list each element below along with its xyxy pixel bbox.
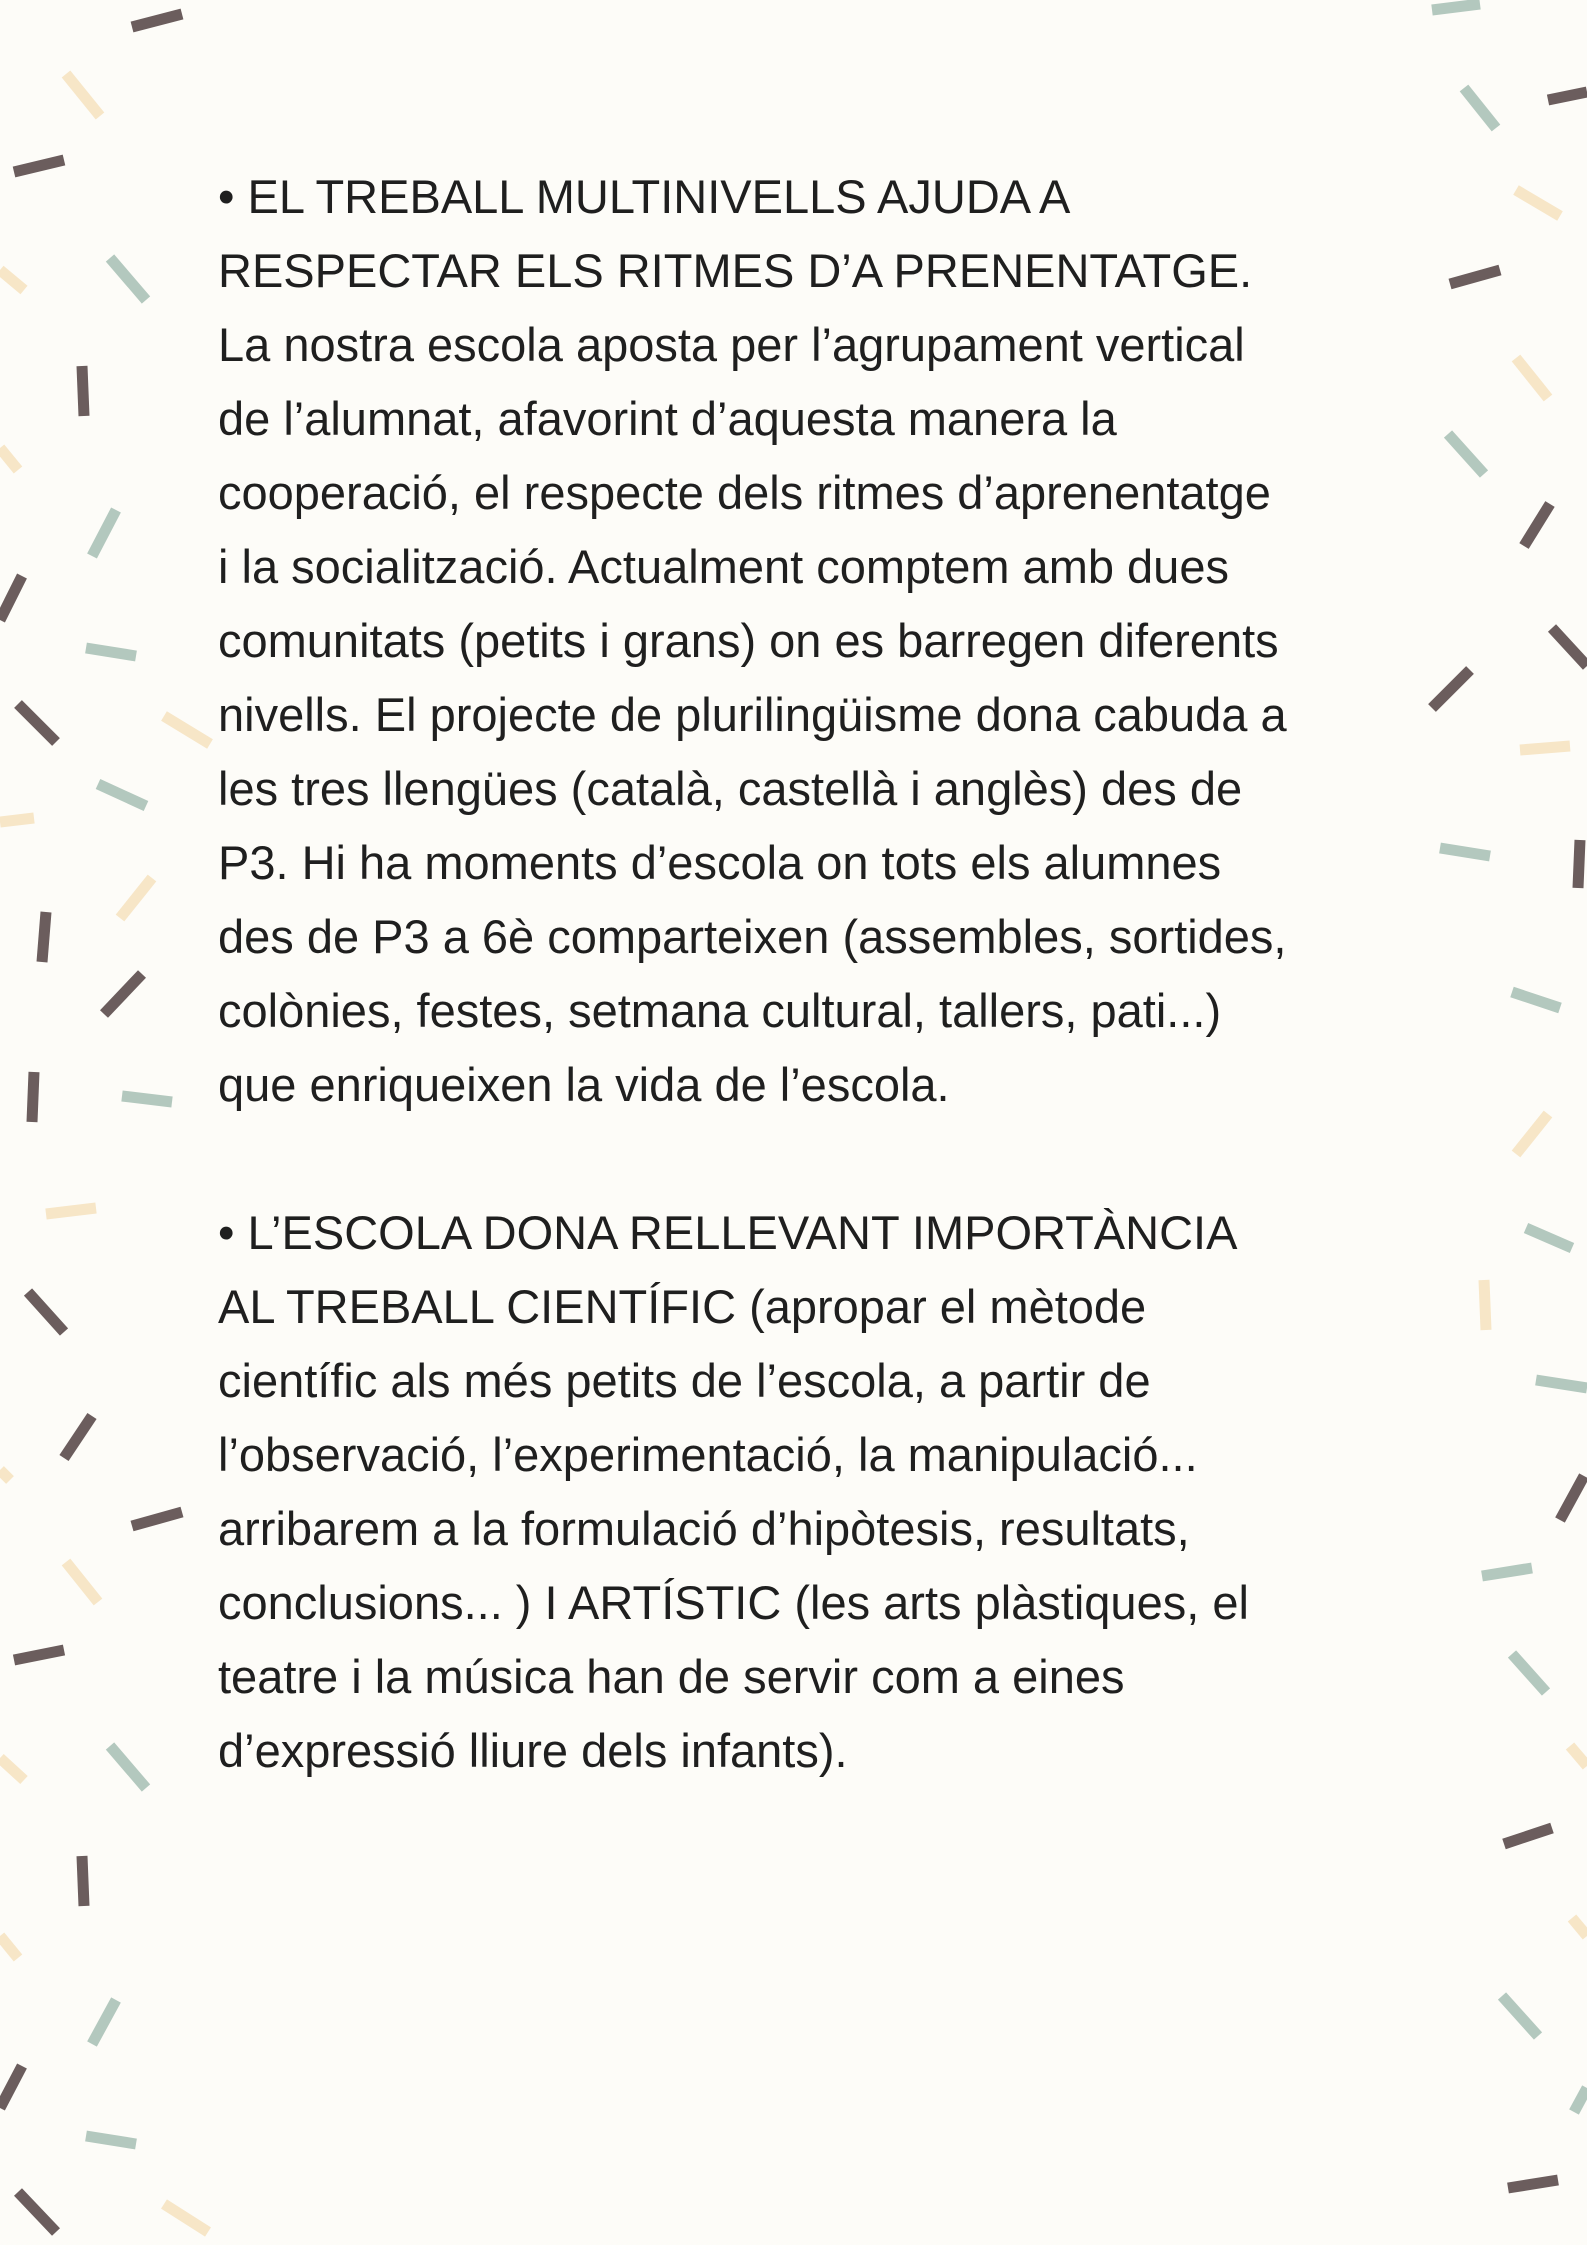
confetti-piece	[1560, 1476, 1584, 1520]
confetti-piece	[0, 1470, 10, 1480]
confetti-piece	[104, 974, 142, 1014]
confetti-piece	[66, 74, 100, 116]
confetti-piece	[1464, 88, 1496, 128]
confetti-piece	[1520, 746, 1570, 750]
confetti-piece	[132, 1512, 182, 1526]
confetti-piece	[1574, 2088, 1587, 2112]
confetti-piece	[82, 1856, 84, 1906]
confetti-piece	[32, 1072, 34, 1122]
confetti-piece	[1524, 504, 1550, 546]
confetti-piece	[1536, 1380, 1587, 1388]
confetti-piece	[0, 1936, 18, 1958]
confetti-piece	[0, 818, 34, 822]
confetti-piece	[86, 648, 136, 656]
confetti-piece	[1572, 1918, 1587, 1936]
confetti-piece	[1482, 1568, 1532, 1576]
confetti-piece	[14, 1650, 64, 1660]
confetti-piece	[1512, 992, 1560, 1008]
confetti-piece	[46, 1208, 96, 1214]
confetti-piece	[42, 912, 46, 962]
confetti-piece	[82, 366, 84, 416]
confetti-piece	[92, 510, 116, 556]
confetti-piece	[0, 576, 22, 620]
confetti-piece	[1570, 1746, 1587, 1766]
confetti-piece	[0, 2066, 22, 2108]
confetti-piece	[0, 270, 24, 290]
confetti-piece	[110, 1746, 146, 1788]
confetti-piece	[1504, 1828, 1552, 1844]
confetti-piece	[1508, 2180, 1558, 2188]
text-content	[218, 160, 1448, 1788]
confetti-piece	[120, 878, 152, 918]
confetti-piece	[1512, 1654, 1546, 1692]
confetti-piece	[1516, 1114, 1548, 1154]
confetti-piece	[1578, 840, 1580, 888]
confetti-piece	[1450, 270, 1500, 284]
confetti-piece	[18, 2192, 56, 2232]
confetti-piece	[132, 14, 182, 27]
confetti-piece	[1526, 1228, 1572, 1248]
confetti-piece	[1516, 190, 1560, 216]
confetti-piece	[18, 704, 56, 742]
confetti-piece	[164, 2204, 208, 2232]
confetti-piece	[1516, 358, 1548, 398]
confetti-piece	[0, 1758, 24, 1780]
paragraph-scientific-artistic-work: • L’ESCOLA DONA RELLEVANT IMPORTÀNCIA AL TREBALL CIENTÍFIC (apropar el mètode científic als més petits de l’escola, a partir de l’observació, l’experimentació, la manipulació... arribarem a la formulació d’hipòtesis, resultats, conclusions... ) I ARTÍSTIC (les arts plàstiques, el teatre i la música han de servir com a eines d’expressió lliure dels infants).	[218, 1206, 1249, 1777]
confetti-piece	[1432, 4, 1480, 10]
paragraph-multilevel-work: • EL TREBALL MULTINIVELLS AJUDA A RESPECTAR ELS RITMES D’A PRENENTATGE. La nostra escola aposta per l’agrupament vertical de l’alumnat, afavorint d’aquesta manera la cooperació, el respecte dels ritmes d’aprenentatge i la socialització. Actualment comptem amb dues comunitats (petits i grans) on es barregen diferents nivells. El projecte de plurilingüisme dona cabuda a les tres llengües (català, castellà i anglès) des de P3. Hi ha moments d’escola on tots els alumnes des de P3 a 6è comparteixen (assembles, sortides, colònies, festes, setmana cultural, tallers, pati...) que enriqueixen la vida de l’escola.	[218, 170, 1287, 1111]
confetti-piece	[98, 784, 146, 806]
confetti-piece	[122, 1096, 172, 1102]
confetti-piece	[86, 2136, 136, 2144]
confetti-piece	[14, 160, 64, 172]
confetti-piece	[64, 1416, 92, 1458]
confetti-piece	[1552, 628, 1587, 666]
confetti-piece	[110, 258, 146, 300]
confetti-piece	[1502, 1996, 1538, 2036]
confetti-piece	[66, 1562, 98, 1602]
confetti-piece	[1548, 92, 1587, 100]
confetti-piece	[1484, 1280, 1486, 1330]
confetti-piece	[164, 716, 210, 744]
confetti-piece	[28, 1292, 64, 1332]
confetti-piece	[1448, 434, 1484, 474]
confetti-piece	[0, 448, 18, 470]
confetti-piece	[92, 2000, 116, 2044]
